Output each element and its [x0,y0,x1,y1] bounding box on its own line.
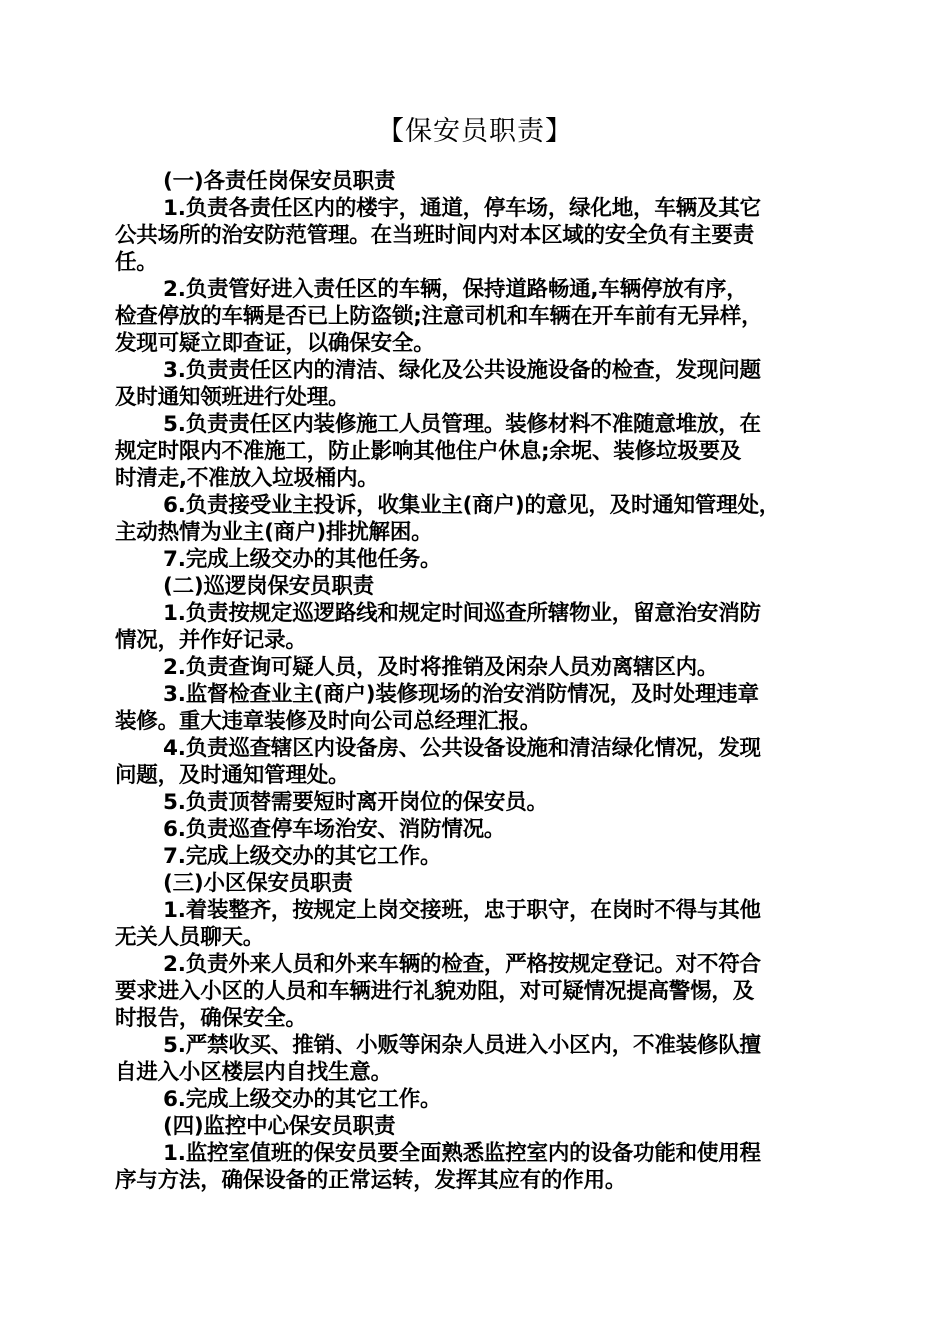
paragraph-line: 及时通知领班进行处理。 [115,385,350,410]
paragraph-line: 1.负责按规定巡逻路线和规定时间巡查所辖物业，留意治安消防 [163,601,761,626]
paragraph-line: 2.负责查询可疑人员，及时将推销及闲杂人员劝离辖区内。 [163,655,719,680]
section-heading: (一)各责任岗保安员职责 [163,169,396,194]
paragraph-line: 1.监控室值班的保安员要全面熟悉监控室内的设备功能和使用程 [163,1141,761,1166]
section-heading: (二)巡逻岗保安员职责 [163,574,374,599]
paragraph-line: 问题，及时通知管理处。 [115,763,350,788]
paragraph-line: 主动热情为业主(商户)排扰解困。 [115,520,433,545]
paragraph-line: 2.负责外来人员和外来车辆的检查，严格按规定登记。对不符合 [163,952,761,977]
paragraph-line: 序与方法，确保设备的正常运转，发挥其应有的作用。 [115,1168,627,1193]
paragraph-line: 1.负责各责任区内的楼宇，通道，停车场，绿化地，车辆及其它 [163,196,761,221]
paragraph-line: 情况，并作好记录。 [115,628,307,653]
paragraph-line: 装修。重大违章装修及时向公司总经理汇报。 [115,709,542,734]
paragraph-line: 时清走,不准放入垃圾桶内。 [115,466,379,491]
paragraph-line: 6.负责接受业主投诉，收集业主(商户)的意见，及时通知管理处， [163,493,781,518]
section-heading: (四)监控中心保安员职责 [163,1114,396,1139]
paragraph-line: 6.负责巡查停车场治安、消防情况。 [163,817,506,842]
paragraph-line: 1.着装整齐，按规定上岗交接班，忠于职守，在岗时不得与其他 [163,898,761,923]
paragraph-line: 7.完成上级交办的其他任务。 [163,547,442,572]
paragraph-line: 5.负责责任区内装修施工人员管理。装修材料不准随意堆放，在 [163,412,761,437]
paragraph-line: 时报告，确保安全。 [115,1006,307,1031]
section-heading: (三)小区保安员职责 [163,871,353,896]
paragraph-line: 5.负责顶替需要短时离开岗位的保安员。 [163,790,548,815]
paragraph-line: 自进入小区楼层内自找生意。 [115,1060,392,1085]
paragraph-line: 无关人员聊天。 [115,925,265,950]
paragraph-line: 5.严禁收买、推销、小贩等闲杂人员进入小区内，不准装修队擅 [163,1033,761,1058]
paragraph-line: 3.负责责任区内的清洁、绿化及公共设施设备的检查，发现问题 [163,358,761,383]
paragraph-line: 要求进入小区的人员和车辆进行礼貌劝阻，对可疑情况提高警惕，及 [115,979,755,1004]
document-body [115,168,833,1194]
paragraph-line: 2.负责管好进入责任区的车辆，保持道路畅通,车辆停放有序， [163,277,748,302]
paragraph-line: 4.负责巡查辖区内设备房、公共设备设施和清洁绿化情况，发现 [163,736,761,761]
paragraph-line: 规定时限内不准施工，防止影响其他住户休息;余坭、装修垃圾要及 [115,439,742,464]
paragraph-line: 检查停放的车辆是否已上防盗锁;注意司机和车辆在开车前有无异样， [115,304,763,329]
paragraph-line: 7.完成上级交办的其它工作。 [163,844,442,869]
paragraph-line: 发现可疑立即查证，以确保安全。 [115,331,435,356]
paragraph-line: 6.完成上级交办的其它工作。 [163,1087,442,1112]
document-title: 【保安员职责】 [377,116,573,147]
paragraph-line: 3.监督检查业主(商户)装修现场的治安消防情况，及时处理违章 [163,682,759,707]
paragraph-line: 公共场所的治安防范管理。在当班时间内对本区域的安全负有主要责 [115,223,755,248]
paragraph-line: 任。 [115,250,158,275]
